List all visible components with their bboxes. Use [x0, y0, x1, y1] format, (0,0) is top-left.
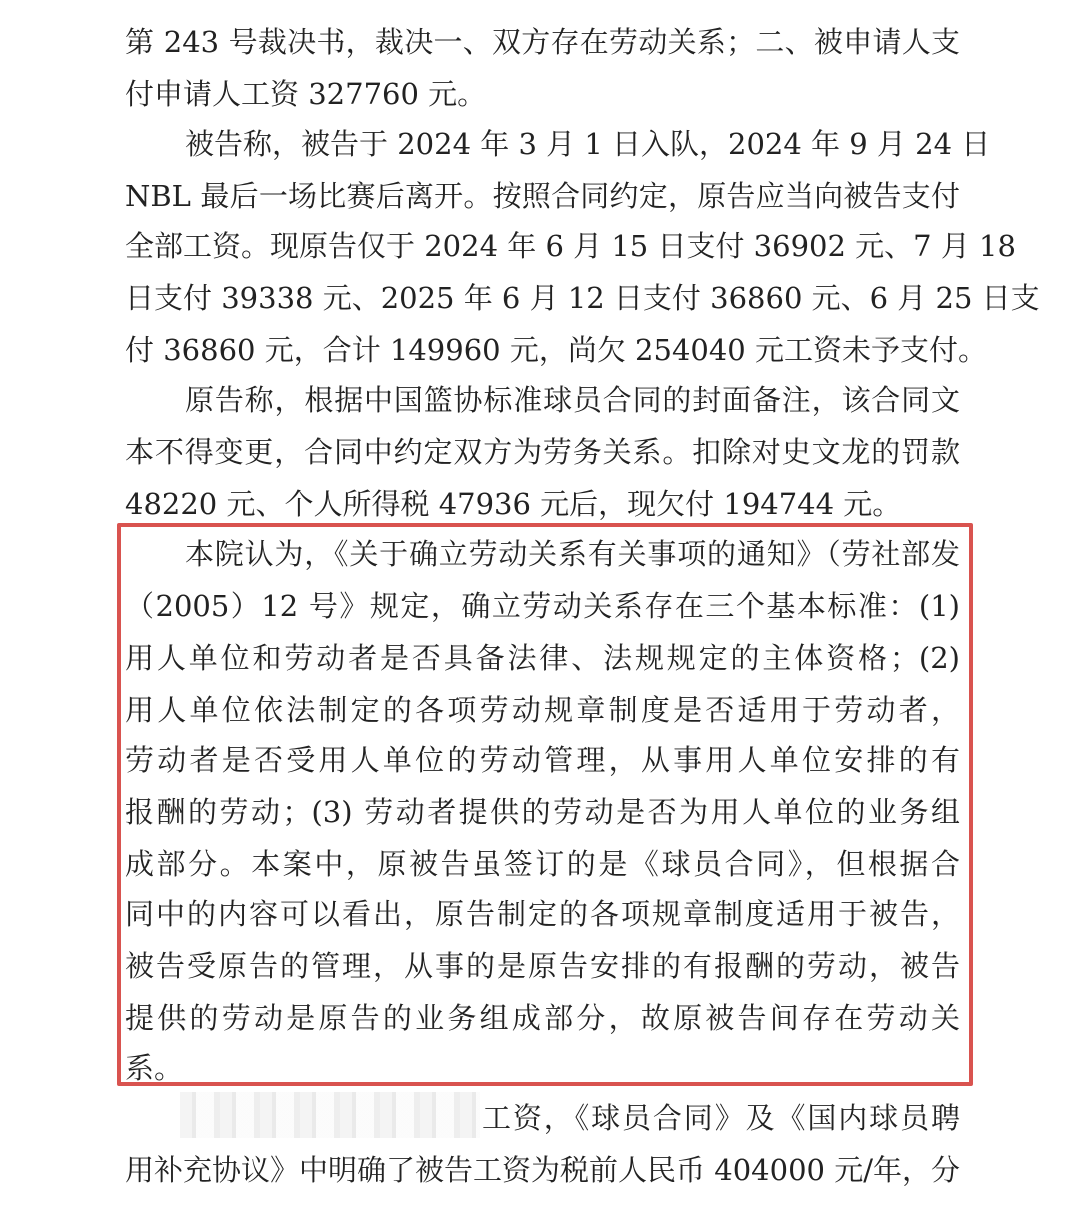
highlighted-line: 成部分。本案中，原被告虽签订的是《球员合同》，但根据合	[125, 847, 960, 881]
highlighted-line: （2005）12 号》规定，确立劳动关系存在三个基本标准：(1)	[125, 589, 960, 623]
highlighted-line: 用人单位依法制定的各项劳动规章制度是否适用于劳动者，	[125, 693, 960, 727]
paragraph-line: 第 243 号裁决书，裁决一、双方存在劳动关系；二、被申请人支	[125, 25, 960, 59]
paragraph-line: 被告称，被告于 2024 年 3 月 1 日入队，2024 年 9 月 24 日	[185, 127, 991, 161]
highlighted-line: 报酬的劳动；(3) 劳动者提供的劳动是否为用人单位的业务组	[125, 795, 960, 829]
paragraph-line: NBL 最后一场比赛后离开。按照合同约定，原告应当向被告支付	[125, 179, 960, 213]
highlighted-line: 本院认为，《关于确立劳动关系有关事项的通知》（劳社部发	[185, 537, 960, 571]
paragraph-line: 日支付 39338 元、2025 年 6 月 12 日支付 36860 元、6 月 25 日支	[125, 281, 1040, 315]
paragraph-line: 48220 元、个人所得税 47936 元后，现欠付 194744 元。	[125, 487, 902, 521]
paragraph-line: 全部工资。现原告仅于 2024 年 6 月 15 日支付 36902 元、7 月 18	[125, 229, 1016, 263]
paragraph-line: 付申请人工资 327760 元。	[125, 77, 487, 111]
highlighted-line: 劳动者是否受用人单位的劳动管理，从事用人单位安排的有	[125, 743, 960, 777]
highlighted-line: 被告受原告的管理，从事的是原告安排的有报酬的劳动，被告	[125, 949, 960, 983]
highlighted-line: 系。	[125, 1051, 184, 1085]
paragraph-line: 工资，《球员合同》及《国内球员聘	[482, 1101, 960, 1135]
highlighted-line: 提供的劳动是原告的业务组成部分，故原被告间存在劳动关	[125, 1001, 960, 1035]
paragraph-line: 本不得变更，合同中约定双方为劳务关系。扣除对史文龙的罚款	[125, 435, 960, 469]
redacted-area	[180, 1092, 480, 1138]
paragraph-line: 原告称，根据中国篮协标准球员合同的封面备注，该合同文	[185, 383, 960, 417]
highlighted-line: 用人单位和劳动者是否具备法律、法规规定的主体资格；(2)	[125, 641, 960, 675]
paragraph-line: 用补充协议》中明确了被告工资为税前人民币 404000 元/年，分	[125, 1153, 960, 1187]
highlighted-line: 同中的内容可以看出，原告制定的各项规章制度适用于被告，	[125, 897, 960, 931]
paragraph-line: 付 36860 元，合计 149960 元，尚欠 254040 元工资未予支付。	[125, 333, 987, 367]
